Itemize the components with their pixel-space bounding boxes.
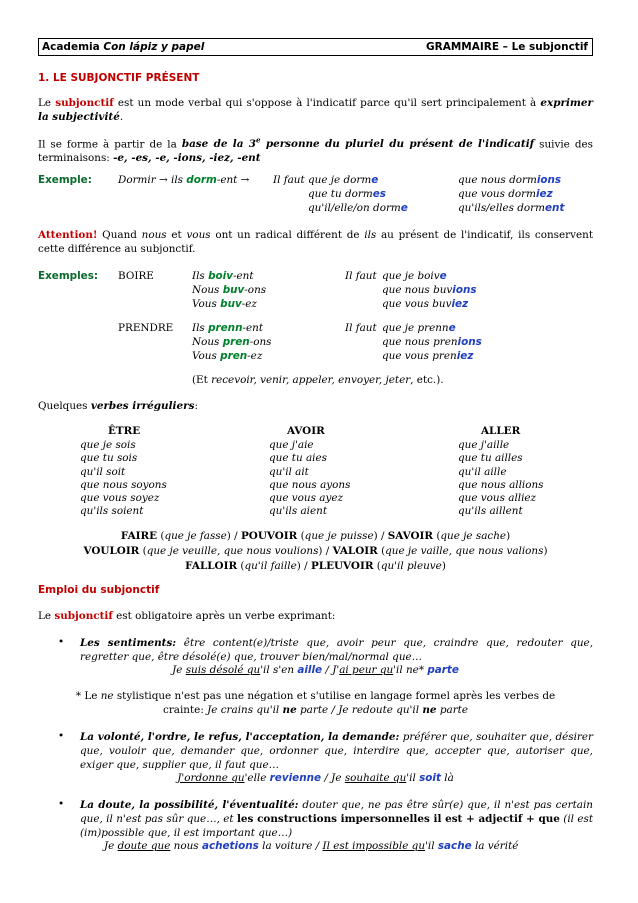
- bullet-dot: •: [58, 798, 65, 810]
- etre-conjugation: [80, 439, 167, 519]
- doute-example: Je doute que nous achetions la voiture / Il est impossible qu'il sache la vérité: [104, 840, 519, 852]
- emploi-title: Emploi du subjonctif: [38, 584, 160, 596]
- example-row2b: que vous dormiez: [458, 188, 553, 200]
- aller-title: ALLER: [481, 425, 521, 437]
- others-line1: FAIRE (que je fasse) / POUVOIR (que je puisse) / SAVOIR (que je sache): [120, 530, 511, 542]
- boire-line3: Vous buv-ez: [192, 298, 257, 310]
- verb-prendre: PRENDRE: [118, 322, 174, 334]
- example-dormir: Dormir → ils dorm-ent →: [118, 174, 250, 186]
- aller-form: qu'ils aillent: [458, 505, 523, 518]
- aller-form: que j'aille: [458, 439, 510, 451]
- example-row3a: qu'il/elle/on dorme: [308, 202, 408, 214]
- example-ilfaut: Il faut: [273, 174, 305, 186]
- prendre-line1: Ils prenn-ent: [192, 322, 264, 334]
- etc-note: (Et recevoir, venir, appeler, envoyer, jeter, etc.).: [192, 374, 444, 386]
- example-row1a: que je dorme: [308, 174, 379, 186]
- page-header: [38, 38, 593, 56]
- boire-subj1: que je boive: [382, 270, 447, 282]
- example-row2a: que tu dormes: [308, 188, 386, 200]
- bullet-sentiments: Les sentiments: être content(e)/triste que, avoir peur que, craindre que, redouter que, regretter que, être désolé(e) que, trouver bien/mal/normal que…: [80, 637, 593, 663]
- etre-form: qu'il soit: [80, 465, 126, 478]
- etre-title: ÊTRE: [108, 425, 141, 437]
- prendre-ilfaut: Il faut: [345, 322, 377, 334]
- bullet-dot: •: [58, 636, 65, 648]
- example-row1b: que nous dormions: [458, 174, 562, 186]
- example-label: Exemple:: [38, 174, 92, 186]
- attention-paragraph: Attention! Quand nous et vous ont un radical différent de ils au présent de l'indicatif, ils conservent cette différence au subjonctif.: [38, 229, 593, 255]
- paragraph-formation: Il se forme à partir de la base de la 3e personne du pluriel du présent de l'indicatif suivie des terminaisons: -e, -es, -e, -ions, -iez, -ent: [38, 136, 593, 165]
- avoir-conjugation: [269, 439, 350, 519]
- bullet-volonte: La volonté, l'ordre, le refus, l'acceptation, la demande: préférer que, souhaiter que, désirer que, vouloir que, demander que, ordonner que, interdire que, accepter que, autoriser que, exiger que, supplier que, il faut que…: [80, 731, 593, 771]
- verb-boire: BOIRE: [118, 270, 154, 282]
- ne-note-line1: * Le ne stylistique n'est pas une négation et s'utilise en langage formel après les verbes de: [75, 690, 556, 702]
- paragraph-definition: Le subjonctif est un mode verbal qui s'oppose à l'indicatif parce qu'il sert principalement à exprimer la subjectivité.: [38, 97, 593, 123]
- avoir-form: qu'il ait: [269, 465, 309, 478]
- avoir-form: que vous ayez: [269, 492, 343, 505]
- etre-form: que tu sois: [80, 452, 138, 465]
- avoir-form: que tu aies: [269, 452, 327, 465]
- sentiments-example: Je suis désolé qu'il s'en aille / J'ai peur qu'il ne* parte: [172, 664, 459, 676]
- etre-form: que vous soyez: [80, 492, 160, 505]
- example-row3b: qu'ils/elles dorment: [458, 202, 565, 214]
- emploi-intro: Le subjonctif est obligatoire après un verbe exprimant:: [38, 610, 336, 622]
- header-right: GRAMMAIRE – Le subjonctif: [426, 41, 588, 53]
- boire-line1: Ils boiv-ent: [192, 270, 254, 282]
- prendre-line2: Nous pren-ons: [192, 336, 272, 348]
- prendre-line3: Vous pren-ez: [192, 350, 263, 362]
- aller-form: que vous alliez: [458, 492, 537, 505]
- prendre-subj3: que vous preniez: [382, 350, 474, 362]
- boire-ilfaut: Il faut: [345, 270, 377, 282]
- aller-conjugation: [458, 439, 544, 519]
- section-title: 1. LE SUBJONCTIF PRÉSENT: [38, 72, 200, 84]
- others-line3: FALLOIR (qu'il faille) / PLEUVOIR (qu'il pleuve): [185, 560, 446, 572]
- etre-form: que nous soyons: [80, 478, 167, 491]
- prendre-subj1: que je prenne: [382, 322, 456, 334]
- exemples-label: Exemples:: [38, 270, 99, 282]
- etre-form: que je sois: [80, 439, 136, 451]
- boire-line2: Nous buv-ons: [192, 284, 267, 296]
- aller-form: que nous allions: [458, 478, 544, 491]
- prendre-subj2: que nous prenions: [382, 336, 482, 348]
- irreg-intro: Quelques verbes irréguliers:: [38, 400, 198, 412]
- etre-form: qu'ils soient: [80, 505, 144, 518]
- others-line2: VOULOIR (que je veuille, que nous voulions) / VALOIR (que je vaille, que nous valions): [83, 545, 548, 557]
- bullet-doute: La doute, la possibilité, l'éventualité: douter que, ne pas être sûr(e) que, il n'est pas certain que, il n'est pas sûr que…, et les constructions impersonnelles il est + adjectif + que (il est (im)possible que, il est important que…): [80, 799, 594, 839]
- aller-form: que tu ailles: [458, 452, 523, 465]
- bullet-dot: •: [58, 730, 65, 742]
- avoir-title: AVOIR: [287, 425, 325, 437]
- header-left: Academia Con lápiz y papel: [42, 41, 205, 53]
- boire-subj3: que vous buviez: [382, 298, 469, 310]
- avoir-form: que j'aie: [269, 439, 314, 451]
- avoir-form: qu'ils aient: [269, 505, 328, 518]
- boire-subj2: que nous buvions: [382, 284, 477, 296]
- aller-form: qu'il aille: [458, 465, 507, 478]
- ne-note-line2: crainte: Je crains qu'il ne parte / Je redoute qu'il ne parte: [163, 704, 468, 716]
- avoir-form: que nous ayons: [269, 478, 351, 491]
- volonte-example: J'ordonne qu'elle revienne / Je souhaite qu'il soit là: [177, 772, 454, 784]
